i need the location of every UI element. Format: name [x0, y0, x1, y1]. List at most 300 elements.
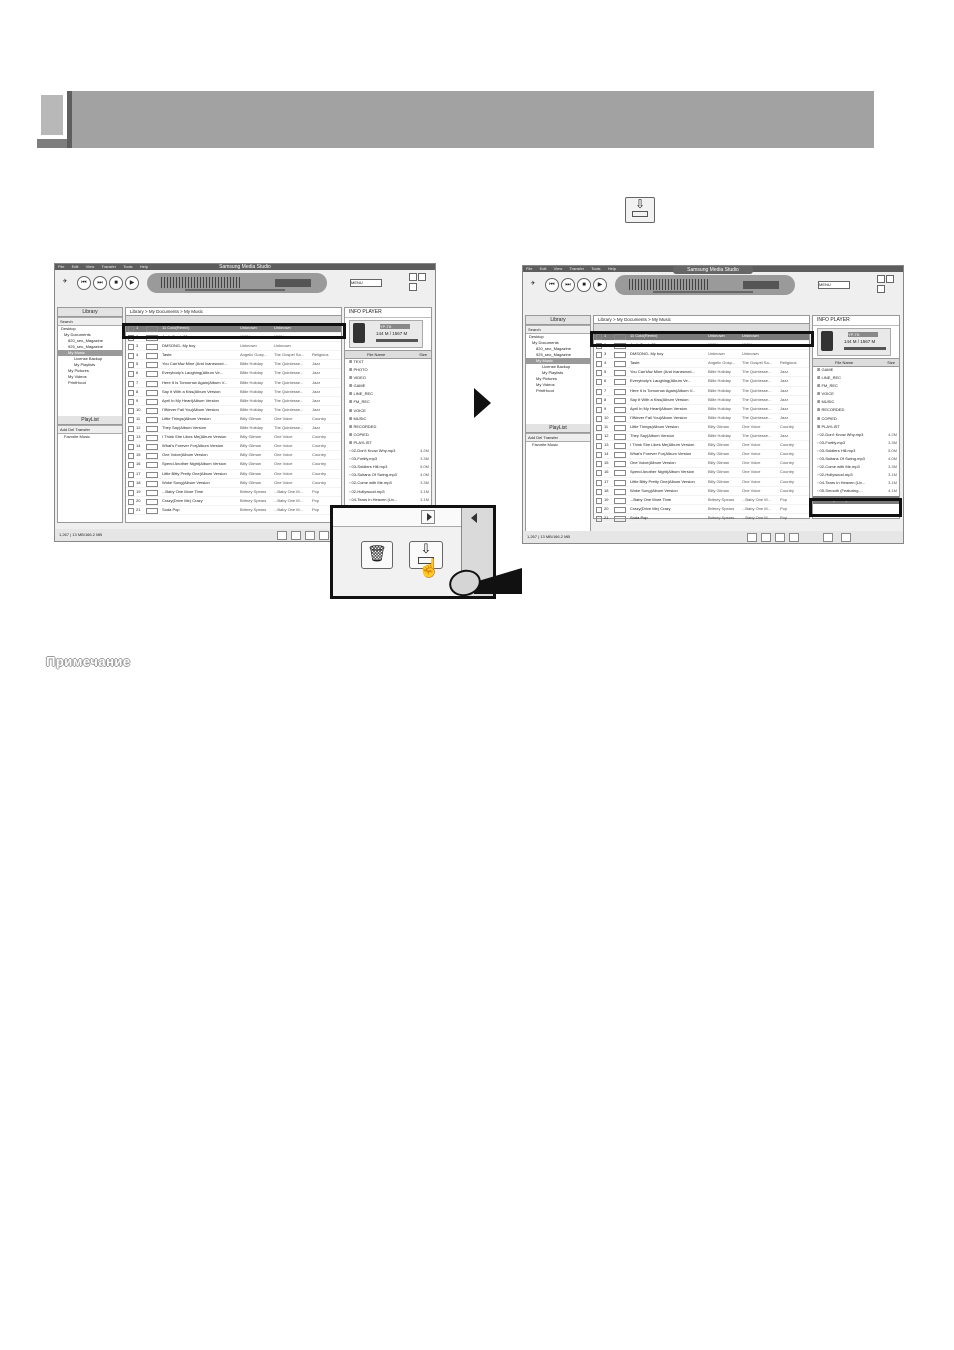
menu-transfer[interactable]: Transfer: [101, 264, 117, 269]
track-row[interactable]: [126, 360, 341, 369]
folder-icon: ⊞: [349, 439, 354, 445]
track-title: April In My Heart(Album Version: [162, 397, 219, 403]
track-row[interactable]: [594, 359, 809, 368]
track-number: 9: [604, 405, 607, 411]
device-file-row[interactable]: [345, 407, 431, 415]
track-album: ICON: [274, 334, 284, 340]
device-file-name: 11 Cold(Remix).wma: [819, 496, 857, 502]
track-genre: Religious: [312, 352, 329, 358]
play-button[interactable]: ▶: [125, 276, 139, 290]
track-artist: Billie Holiday: [240, 397, 263, 403]
track-checkbox[interactable]: [128, 344, 134, 350]
track-checkbox[interactable]: [596, 498, 602, 504]
track-album: The Quintesse...: [274, 370, 304, 376]
track-row[interactable]: [126, 470, 341, 479]
track-checkbox[interactable]: [128, 426, 134, 432]
device-file-row[interactable]: [813, 479, 899, 487]
track-row[interactable]: [594, 441, 809, 450]
track-checkbox[interactable]: [596, 489, 602, 495]
track-title: They Say(Album Version: [630, 433, 675, 439]
tree-node[interactable]: My Music: [526, 358, 590, 364]
tree-node[interactable]: License Backup: [542, 364, 571, 369]
track-album: The Gospel Sa...: [742, 360, 773, 366]
track-genre: Country: [312, 452, 327, 458]
track-row[interactable]: [594, 478, 809, 487]
track-checkbox[interactable]: [128, 472, 134, 478]
tree-node[interactable]: My Playlists: [74, 362, 96, 367]
track-number: 10: [136, 406, 141, 412]
track-row[interactable]: [594, 459, 809, 468]
device-file-name: COPIED: [353, 431, 369, 437]
status-button-5[interactable]: [823, 533, 833, 542]
prev-button[interactable]: ⏮: [77, 276, 91, 290]
track-genre: Country: [780, 423, 795, 429]
prev-button[interactable]: ⏮: [545, 278, 559, 292]
track-genre: Country: [312, 434, 327, 440]
file-name-column[interactable]: File Name: [367, 352, 386, 357]
tree-node[interactable]: PrintHood: [536, 388, 554, 393]
track-album: The Quintesse...: [274, 425, 304, 431]
device-file-row[interactable]: [813, 366, 899, 374]
track-row[interactable]: [126, 497, 341, 506]
track-genre: Jazz: [312, 388, 321, 394]
window-controls[interactable]: [876, 274, 900, 286]
tree-node[interactable]: My Music: [58, 350, 122, 356]
track-number: 16: [604, 469, 609, 475]
playlist-toolbar[interactable]: Add Del Transfer: [526, 433, 590, 442]
file-icon: ▫: [349, 488, 352, 494]
scroll-right-icon: [427, 513, 432, 521]
menu-file[interactable]: File: [526, 266, 533, 271]
track-checkbox[interactable]: [128, 499, 134, 505]
device-file-row[interactable]: [813, 431, 899, 439]
device-file-name: 05-Smooth (Featuring ...: [819, 488, 863, 494]
track-row[interactable]: [126, 342, 341, 351]
track-checkbox[interactable]: [128, 417, 134, 423]
track-genre: Jazz: [312, 425, 321, 431]
track-checkbox[interactable]: [596, 443, 602, 449]
library-pane: [525, 315, 591, 533]
track-row[interactable]: [594, 396, 809, 405]
track-album: One Voice: [274, 434, 293, 440]
track-title: I Think She Likes Me(Album Version: [162, 434, 227, 440]
status-button-1[interactable]: [277, 531, 287, 540]
device-file-row[interactable]: [813, 455, 899, 463]
device-file-name: PHOTO: [353, 367, 368, 373]
track-number: 11: [604, 423, 609, 429]
playlist-toolbar[interactable]: Add Del Transfer: [58, 425, 122, 434]
menu-edit[interactable]: Edit: [71, 264, 79, 269]
track-row[interactable]: [594, 368, 809, 377]
track-row[interactable]: [126, 460, 341, 469]
device-file-row[interactable]: [345, 463, 431, 471]
track-checkbox[interactable]: [596, 361, 602, 367]
track-number: 2: [604, 342, 607, 348]
device-file-row[interactable]: [345, 488, 431, 496]
track-row[interactable]: [126, 351, 341, 360]
track-artist: Britney Spears: [240, 488, 267, 494]
playlist-header: PlayList: [58, 416, 122, 425]
device-file-row[interactable]: [813, 415, 899, 423]
track-checkbox[interactable]: [596, 352, 602, 358]
track-row[interactable]: [594, 377, 809, 386]
menu-transfer[interactable]: Transfer: [569, 266, 585, 271]
track-album: One Voice: [742, 451, 761, 457]
track-row[interactable]: [126, 506, 341, 515]
device-file-size: 3.1M: [420, 496, 429, 502]
device-file-row[interactable]: [345, 423, 431, 431]
track-checkbox[interactable]: [128, 408, 134, 414]
device-pane: [812, 315, 900, 519]
track-title: Woke Song(Album Version: [162, 479, 210, 485]
folder-icon: ⊞: [349, 399, 354, 405]
device-file-size: 5.0M: [420, 464, 429, 470]
tree-node[interactable]: My Pictures: [536, 376, 557, 381]
track-row[interactable]: [594, 432, 809, 441]
playlist-item[interactable]: Favorite Music: [532, 442, 559, 447]
device-file-row[interactable]: [345, 358, 431, 366]
tree-node[interactable]: My Pictures: [68, 368, 89, 373]
folder-icon: ⊞: [349, 423, 354, 429]
delete-button-icon[interactable]: 🗑: [361, 541, 393, 569]
track-row[interactable]: [594, 496, 809, 505]
view-select[interactable]: MENU: [350, 279, 382, 287]
track-checkbox[interactable]: [596, 370, 602, 376]
status-button-3[interactable]: [775, 533, 785, 542]
track-list: [126, 324, 341, 515]
device-file-row[interactable]: [345, 398, 431, 406]
track-album: The Quintesse...: [274, 379, 304, 385]
menu-view[interactable]: View: [85, 264, 95, 269]
device-file-name: FM_REC: [821, 383, 838, 389]
track-checkbox[interactable]: [596, 507, 602, 513]
folder-icon: ⊞: [817, 367, 822, 372]
device-file-name: TEXT: [353, 359, 364, 364]
logo-icon: ✈: [62, 279, 68, 285]
track-row[interactable]: [126, 388, 341, 397]
track-list: [594, 332, 809, 523]
track-checkbox[interactable]: [128, 390, 134, 396]
track-row[interactable]: [594, 423, 809, 432]
track-title: Here It Is Tomorrow Again(Album V...: [162, 379, 228, 385]
track-checkbox[interactable]: [128, 381, 134, 387]
track-number: 13: [136, 434, 141, 440]
status-button-4[interactable]: [319, 531, 329, 540]
menu-help[interactable]: Help: [139, 264, 148, 269]
device-file-name: RECORDED: [353, 423, 377, 429]
play-button[interactable]: ▶: [593, 278, 607, 292]
track-album: One Voice: [274, 443, 293, 449]
track-title: Spend Another Night(Album Version: [630, 469, 695, 475]
device-header: INFO PLAYER: [345, 308, 431, 318]
track-artist: Billie Holiday: [708, 369, 731, 375]
file-name-column[interactable]: File Name: [835, 360, 854, 365]
menu-tools[interactable]: Tools: [123, 264, 133, 269]
stop-button[interactable]: ■: [577, 278, 591, 292]
track-checkbox[interactable]: [596, 398, 602, 404]
menu-file[interactable]: File: [58, 264, 65, 269]
track-checkbox[interactable]: [596, 434, 602, 440]
status-button-2[interactable]: [761, 533, 771, 542]
track-title: I Think She Likes Me(Album Version: [630, 442, 695, 448]
view-select[interactable]: MENU: [818, 281, 850, 289]
device-file-name: 03-Fortify.mp3: [819, 439, 846, 445]
track-checkbox[interactable]: [128, 435, 134, 441]
transfer-button[interactable]: ⇩: [409, 541, 443, 569]
track-title: Here It Is Tomorrow Again(Album V...: [630, 387, 696, 393]
track-checkbox[interactable]: [596, 379, 602, 385]
file-size-column[interactable]: Size: [419, 352, 427, 357]
device-file-row[interactable]: [813, 423, 899, 431]
track-checkbox[interactable]: [596, 470, 602, 476]
device-file-row[interactable]: [345, 415, 431, 423]
tree-node[interactable]: 925_seo_Magazine: [68, 344, 103, 349]
search-input[interactable]: Search: [58, 317, 122, 326]
playlist-item[interactable]: Favorite Music: [64, 434, 91, 439]
device-file-name: 02-Don't Know Why.mp3: [819, 431, 864, 437]
tree-node[interactable]: 820_seo_Magazine: [536, 346, 571, 351]
device-file-row[interactable]: [345, 471, 431, 479]
device-file-row[interactable]: [813, 390, 899, 398]
track-checkbox[interactable]: [128, 462, 134, 468]
track-album: ...Baby One M...: [274, 497, 303, 503]
file-icon: ▫: [817, 431, 820, 437]
track-checkbox[interactable]: [128, 399, 134, 405]
device-file-row[interactable]: [813, 439, 899, 447]
track-artist: Billy Gilman: [708, 442, 730, 448]
device-file-row[interactable]: [345, 439, 431, 447]
menu-edit[interactable]: Edit: [539, 266, 547, 271]
tree-node[interactable]: My Videos: [536, 382, 555, 387]
track-row[interactable]: [126, 451, 341, 460]
tree-node[interactable]: 925_seo_Magazine: [536, 352, 571, 357]
menu-help[interactable]: Help: [607, 266, 616, 271]
device-file-name: VIDEO: [353, 375, 366, 381]
device-file-row[interactable]: [813, 398, 899, 406]
device-file-row[interactable]: [813, 406, 899, 414]
device-file-row[interactable]: [813, 447, 899, 455]
status-button-2[interactable]: [291, 531, 301, 540]
track-title: Say It With a Kiss(Album Version: [630, 396, 689, 402]
track-genre: Pop: [780, 505, 788, 511]
track-checkbox[interactable]: [596, 480, 602, 486]
track-title: Soda Pop: [630, 514, 648, 520]
device-file-row[interactable]: [345, 447, 431, 455]
track-row[interactable]: [594, 414, 809, 423]
track-title: What's Forever For(Album Version: [630, 451, 692, 457]
tree-node[interactable]: PrintHood: [68, 380, 86, 385]
device-file-name: 04-Tears In Heaven (Liv...: [351, 496, 398, 502]
device-file-row[interactable]: [345, 455, 431, 463]
track-genre: Country: [312, 479, 327, 485]
track-album: One Voice: [274, 415, 293, 421]
track-album: One Voice: [274, 452, 293, 458]
file-size-column[interactable]: Size: [887, 360, 895, 365]
track-row[interactable]: [126, 379, 341, 388]
device-file-row[interactable]: [813, 463, 899, 471]
note-heading: Примечание: [46, 654, 131, 669]
track-row[interactable]: [594, 450, 809, 459]
track-row[interactable]: [126, 433, 341, 442]
track-checkbox[interactable]: [128, 353, 134, 359]
track-checkbox[interactable]: [128, 508, 134, 514]
track-checkbox[interactable]: [128, 453, 134, 459]
track-artist: Billy Gilman: [240, 479, 262, 485]
track-number: 21: [136, 506, 141, 512]
track-row[interactable]: [126, 397, 341, 406]
menu-tools[interactable]: Tools: [591, 266, 601, 271]
device-name: YP-T8: [380, 324, 410, 329]
tree-node[interactable]: My Playlists: [542, 370, 564, 375]
track-genre: Jazz: [312, 370, 321, 376]
track-checkbox[interactable]: [596, 452, 602, 458]
tree-node[interactable]: 820_seo_Magazine: [68, 338, 103, 343]
track-checkbox[interactable]: [596, 389, 602, 395]
device-file-row[interactable]: [345, 431, 431, 439]
track-number: 5: [604, 369, 607, 375]
device-file-name: RECORDED: [821, 407, 845, 413]
folder-icon: ⊞: [817, 407, 822, 413]
track-checkbox[interactable]: [128, 371, 134, 377]
device-file-row[interactable]: [813, 487, 899, 495]
tree-node[interactable]: Desktop: [529, 334, 544, 339]
track-artist: Billy Gilman: [240, 434, 262, 440]
track-number: 15: [604, 460, 609, 466]
device-file-row[interactable]: [345, 382, 431, 390]
device-file-row[interactable]: [813, 374, 899, 382]
device-file-name: GAME: [353, 383, 366, 389]
track-artist: Billy Gilman: [240, 415, 262, 421]
track-title: Little Things(Album Version: [162, 415, 211, 421]
device-file-row[interactable]: [345, 496, 431, 504]
track-row[interactable]: [594, 487, 809, 496]
track-row[interactable]: [594, 505, 809, 514]
device-file-row[interactable]: [345, 374, 431, 382]
track-number: 17: [136, 470, 141, 476]
file-icon: ▫: [349, 472, 352, 478]
device-info: [817, 328, 891, 356]
track-album: The Quintesse...: [742, 396, 772, 402]
track-title: Crazy(Drive Me) Crazy: [630, 505, 671, 511]
track-row[interactable]: [126, 424, 341, 433]
tree-node[interactable]: My Documents: [532, 340, 559, 345]
next-button[interactable]: ⏭: [561, 278, 575, 292]
track-number: 12: [604, 433, 609, 439]
track-album: One Voice: [742, 460, 761, 466]
track-number: 2: [136, 334, 139, 340]
library-header: Library: [58, 308, 122, 317]
track-title: Little Things(Album Version: [630, 423, 679, 429]
menu-view[interactable]: View: [553, 266, 563, 271]
track-format-icon: [614, 516, 626, 522]
status-button-6[interactable]: [841, 533, 851, 542]
device-file-row[interactable]: [813, 382, 899, 390]
track-checkbox[interactable]: [128, 481, 134, 487]
track-checkbox[interactable]: [128, 444, 134, 450]
device-file-row[interactable]: [345, 390, 431, 398]
track-artist: Billy Gilman: [708, 460, 730, 466]
track-number: 16: [136, 461, 141, 467]
track-row[interactable]: [594, 387, 809, 396]
track-row[interactable]: [594, 468, 809, 477]
track-checkbox[interactable]: [596, 416, 602, 422]
track-genre: Pop: [312, 506, 320, 512]
track-row[interactable]: [126, 406, 341, 415]
next-button[interactable]: ⏭: [93, 276, 107, 290]
track-format-icon: [146, 362, 158, 368]
player-display: [147, 273, 327, 293]
device-file-row[interactable]: [345, 366, 431, 374]
track-checkbox[interactable]: [128, 362, 134, 368]
tree-node[interactable]: Desktop: [61, 326, 76, 331]
stop-button[interactable]: ■: [109, 276, 123, 290]
track-artist: Unknown: [708, 333, 725, 338]
track-album: One Voice: [742, 469, 761, 475]
track-format-icon: [146, 453, 158, 459]
track-row[interactable]: [126, 442, 341, 451]
track-format-icon: [146, 417, 158, 423]
tree-node[interactable]: My Documents: [64, 332, 91, 337]
track-genre: Country: [780, 451, 795, 457]
track-album: ...Baby One M...: [274, 506, 303, 512]
track-number: 18: [604, 487, 609, 493]
track-row[interactable]: [126, 415, 341, 424]
track-artist: Billy Gilman: [708, 478, 730, 484]
track-number: 11: [136, 415, 141, 421]
search-input[interactable]: Search: [526, 325, 590, 334]
track-artist: ICON: [240, 334, 250, 340]
track-checkbox[interactable]: [596, 425, 602, 431]
track-row[interactable]: [126, 479, 341, 488]
track-title: DMSONG- My boy: [162, 343, 196, 349]
track-genre: Country: [312, 461, 327, 467]
tree-node[interactable]: License Backup: [74, 356, 103, 361]
highlight-selected-track: [590, 331, 814, 347]
track-checkbox[interactable]: [596, 516, 602, 522]
track-row[interactable]: [126, 488, 341, 497]
track-format-icon: [614, 498, 626, 504]
track-format-icon: [614, 443, 626, 449]
track-row[interactable]: [594, 350, 809, 359]
status-button-3[interactable]: [305, 531, 315, 540]
track-artist: Billy Gilman: [240, 470, 262, 476]
file-icon: ▫: [817, 480, 820, 486]
track-checkbox[interactable]: [596, 461, 602, 467]
tree-node[interactable]: My Videos: [68, 374, 87, 379]
status-button-1[interactable]: [747, 533, 757, 542]
track-genre: Jazz: [312, 397, 321, 403]
track-genre: Jazz: [312, 406, 321, 412]
window-controls[interactable]: [408, 272, 432, 284]
track-artist: Britney Spears: [708, 505, 735, 511]
device-file-row[interactable]: [345, 479, 431, 487]
status-bar: [523, 531, 903, 543]
track-album: The Quintesse...: [742, 387, 772, 393]
status-button-4[interactable]: [789, 533, 799, 542]
device-file-row[interactable]: [813, 471, 899, 479]
track-checkbox[interactable]: [128, 490, 134, 496]
track-genre: Pop: [780, 496, 788, 502]
track-genre: Pop: [780, 514, 788, 520]
folder-icon: ⊞: [349, 391, 354, 397]
track-album: One Voice: [742, 487, 761, 493]
track-row[interactable]: [594, 405, 809, 414]
track-checkbox[interactable]: [596, 407, 602, 413]
track-row[interactable]: [594, 514, 809, 523]
status-text: 1,267 | 13 MB/166.2 MB: [527, 534, 571, 539]
track-format-icon: [146, 381, 158, 387]
track-row[interactable]: [126, 369, 341, 378]
